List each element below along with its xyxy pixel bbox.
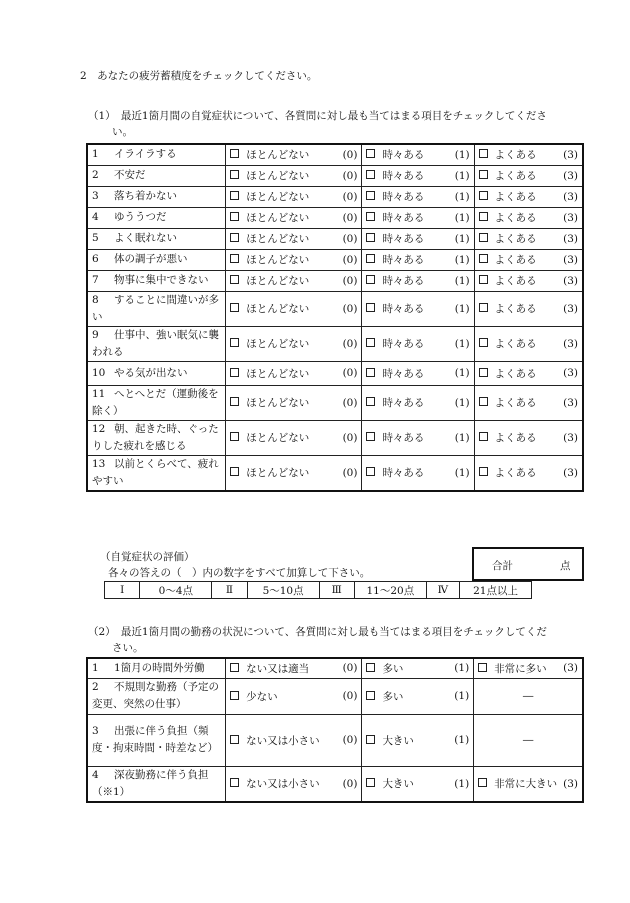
question-text: 仕事中、強い眠気に襲われる [92,328,219,358]
checkbox-icon[interactable] [230,735,239,744]
work-status-table [86,657,584,803]
checkbox-icon[interactable] [366,254,375,263]
option-sometimes[interactable] [362,420,474,455]
symptom-row [87,420,583,455]
total-score-box [472,547,584,581]
option-score: (0) [342,337,358,350]
option-label: ない又は小さい [246,778,320,791]
checkbox-icon[interactable] [366,170,375,179]
question-cell [87,361,226,385]
question-text: へとへとだ（運動後を除く） [92,387,219,417]
not-applicable-cell: ― [474,714,583,766]
option-sometimes[interactable] [362,361,474,385]
checkbox-icon[interactable] [230,212,239,221]
option-score: (0) [342,396,358,409]
option-score: (1) [454,232,470,245]
checkbox-icon[interactable] [366,397,375,406]
option-never[interactable] [226,420,362,455]
checkbox-icon[interactable] [366,212,375,221]
option-score: (1) [454,396,470,409]
option-a[interactable] [226,714,362,766]
option-score: (0) [342,169,358,182]
checkbox-icon[interactable] [366,149,375,158]
part1-instruction-cont: い。 [112,126,133,138]
question-number: 9 [92,328,99,341]
option-score: (3) [563,662,578,675]
option-c[interactable] [474,766,583,802]
option-sometimes[interactable] [362,291,474,326]
checkbox-icon[interactable] [366,233,375,242]
option-score: (0) [342,148,358,161]
question-number: 6 [92,253,99,265]
option-score: (1) [454,466,470,479]
question-cell [87,714,226,766]
checkbox-icon[interactable] [230,663,239,672]
symptom-row [87,326,583,361]
question-number: 7 [92,274,99,286]
checkbox-icon[interactable] [479,149,488,158]
symptom-row [87,270,583,291]
level-1-range: 0～4点 [140,582,212,599]
option-score: (0) [342,662,358,675]
work-row [87,678,583,714]
checkbox-icon[interactable] [366,191,375,200]
symptom-row [87,144,583,165]
evaluation-title: （自覚症状の評価） [100,551,195,563]
checkbox-icon[interactable] [479,338,488,347]
checkbox-icon[interactable] [478,778,487,787]
option-label: ほとんどない [246,212,310,224]
checkbox-icon[interactable] [366,368,375,377]
option-score: (1) [454,690,470,702]
question-number: 2 [92,681,99,693]
symptom-row [87,228,583,249]
option-often[interactable] [474,228,583,249]
option-sometimes[interactable] [362,186,474,207]
checkbox-icon[interactable] [479,275,488,284]
option-label: 大きい [382,734,414,747]
checkbox-icon[interactable] [230,368,239,377]
option-never[interactable] [226,207,362,228]
question-text: 深夜勤務に伴う負担（※1） [92,768,209,798]
question-cell [87,385,226,420]
option-score: (3) [563,190,578,203]
symptom-row [87,186,583,207]
option-score: (0) [342,190,358,203]
option-score: (0) [342,211,358,224]
option-score: (1) [454,302,470,315]
question-text: することに間違いが多い [92,293,219,323]
checkbox-icon[interactable] [230,233,239,242]
question-cell [87,420,226,455]
checkbox-icon[interactable] [230,432,239,441]
symptom-row [87,165,583,186]
option-label: 時々ある [382,275,425,287]
checkbox-icon[interactable] [479,397,488,406]
option-label: ほとんどない [246,432,310,444]
option-label: ほとんどない [246,170,310,182]
work-row [87,658,583,678]
option-never[interactable] [226,165,362,186]
option-label: よくある [494,275,537,287]
option-label: 時々ある [382,254,425,266]
checkbox-icon[interactable] [366,432,375,441]
checkbox-icon[interactable] [230,691,239,700]
option-a[interactable] [226,678,362,714]
question-number: 12 [92,422,106,435]
option-label: ほとんどない [246,467,310,479]
option-label: 時々ある [382,367,425,380]
symptom-row [87,249,583,270]
option-score: (3) [563,396,578,409]
option-label: よくある [494,233,537,245]
question-cell [87,186,226,207]
option-b[interactable] [362,714,474,766]
option-label: 時々ある [382,338,425,350]
symptom-row [87,207,583,228]
option-b[interactable] [362,678,474,714]
option-score: (1) [454,274,470,287]
checkbox-icon[interactable] [366,778,375,787]
evaluation-level-table [104,581,532,599]
question-number: 1 [92,148,99,161]
level-4-range: 21点以上 [460,582,532,599]
option-label: 時々ある [382,397,425,409]
option-often[interactable] [474,207,583,228]
level-2: Ⅱ [212,582,247,599]
option-score: (3) [563,253,578,266]
option-score: (0) [342,690,358,702]
symptoms-table [86,143,584,492]
question-number: 4 [92,211,99,223]
question-cell [87,270,226,291]
question-text: 1箇月の時間外労働 [114,661,205,674]
question-number: 11 [92,387,106,400]
checkbox-icon[interactable] [366,338,375,347]
question-text: 物事に集中できない [114,274,209,286]
part2-instruction-cont: さい。 [112,642,144,654]
option-often[interactable] [474,455,583,491]
symptom-row [87,455,583,491]
option-score: (3) [563,211,578,224]
option-often[interactable] [474,420,583,455]
option-sometimes[interactable] [362,144,474,165]
option-never[interactable] [226,385,362,420]
option-label: 時々ある [382,467,425,479]
option-score: (1) [454,253,470,266]
option-label: 時々ある [382,170,425,182]
option-score: (0) [342,777,358,790]
option-label: 多い [382,690,404,703]
question-cell [87,249,226,270]
checkbox-icon[interactable] [230,397,239,406]
checkbox-icon[interactable] [479,303,488,312]
option-score: (3) [563,148,578,161]
evaluation-instruction: 各々の答えの（ ）内の数字をすべて加算して下さい。 [108,567,371,579]
question-cell [87,207,226,228]
option-label: 時々ある [382,212,425,224]
question-number: 3 [92,725,99,737]
option-label: よくある [494,170,537,182]
option-score: (3) [563,367,578,379]
option-score: (0) [342,431,358,444]
option-score: (3) [563,777,578,790]
option-score: (3) [563,274,578,287]
checkbox-icon[interactable] [366,303,375,312]
checkbox-icon[interactable] [366,735,375,744]
option-label: ほとんどない [246,233,310,245]
question-number: 1 [92,661,99,674]
option-label: 非常に大きい [494,778,558,791]
question-text: 出張に伴う負担（頻度・拘束時間・時差など） [92,725,218,754]
option-score: (1) [454,190,470,203]
option-b[interactable] [362,766,474,802]
option-score: (1) [454,662,470,675]
checkbox-icon[interactable] [230,149,239,158]
option-often[interactable] [474,144,583,165]
checkbox-icon[interactable] [479,432,488,441]
option-often[interactable] [474,291,583,326]
option-score: (0) [342,734,358,746]
option-never[interactable] [226,270,362,291]
checkbox-icon[interactable] [479,233,488,242]
option-often[interactable] [474,270,583,291]
not-applicable-cell: ― [474,678,583,714]
question-text: 不規則な勤務（予定の変更、突然の仕事） [92,681,219,710]
option-score: (0) [342,466,358,479]
option-label: よくある [494,467,537,479]
checkbox-icon[interactable] [366,663,375,672]
option-label: 大きい [382,778,414,791]
question-text: 不安だ [114,169,146,181]
option-score: (3) [563,431,578,444]
option-never[interactable] [226,291,362,326]
question-cell [87,658,226,678]
option-sometimes[interactable] [362,207,474,228]
option-often[interactable] [474,165,583,186]
work-row [87,714,583,766]
option-sometimes[interactable] [362,455,474,491]
checkbox-icon[interactable] [366,467,375,476]
level-1: Ⅰ [105,582,140,599]
question-number: 3 [92,190,99,202]
option-label: ほとんどない [246,397,310,409]
option-score: (1) [454,431,470,444]
checkbox-icon[interactable] [230,191,239,200]
option-score: (0) [342,232,358,245]
option-score: (3) [563,232,578,245]
option-sometimes[interactable] [362,385,474,420]
question-text: 朝、起きた時、ぐったりした疲れを感じる [92,422,219,452]
option-score: (0) [342,302,358,315]
option-often[interactable] [474,361,583,385]
checkbox-icon[interactable] [478,663,487,672]
option-sometimes[interactable] [362,249,474,270]
option-often[interactable] [474,249,583,270]
option-score: (0) [342,253,358,266]
checkbox-icon[interactable] [366,275,375,284]
option-score: (0) [342,274,358,287]
option-label: 時々ある [382,432,425,444]
question-text: やる気が出ない [114,366,188,379]
question-number: 5 [92,232,99,244]
level-2-range: 5～10点 [247,582,319,599]
option-label: 時々ある [382,233,425,245]
part1-instruction: （1） 最近1箇月間の自覚症状について、各質問に対し最も当てはまる項目をチェックしてくださ [88,110,547,122]
total-label: 合計 [492,560,513,572]
level-3: Ⅲ [319,582,354,599]
question-text: 以前とくらべて、疲れやすい [92,457,219,487]
option-label: 時々ある [382,191,425,203]
checkbox-icon[interactable] [479,191,488,200]
question-cell [87,144,226,165]
option-sometimes[interactable] [362,165,474,186]
question-number: 8 [92,293,99,306]
option-score: (3) [563,337,578,350]
option-label: ほとんどない [246,275,310,287]
symptom-row [87,291,583,326]
checkbox-icon[interactable] [230,275,239,284]
option-label: よくある [494,432,537,444]
question-cell [87,228,226,249]
option-label: ない又は小さい [246,734,320,747]
option-sometimes[interactable] [362,270,474,291]
option-label: 少ない [246,690,278,703]
option-score: (3) [563,169,578,182]
option-c[interactable] [474,658,583,678]
checkbox-icon[interactable] [479,170,488,179]
question-number: 4 [92,768,99,781]
option-label: ほとんどない [246,149,310,162]
checkbox-icon[interactable] [230,254,239,263]
option-label: 時々ある [382,303,425,315]
question-text: イライラする [114,148,177,161]
checkbox-icon[interactable] [230,303,239,312]
total-unit: 点 [560,560,571,572]
option-label: 非常に多い [494,662,547,675]
option-score: (1) [454,734,470,746]
option-b[interactable] [362,658,474,678]
question-number: 2 [92,169,99,181]
option-score: (1) [454,148,470,161]
option-never[interactable] [226,228,362,249]
question-text: 体の調子が悪い [114,253,188,265]
section-heading: 2 あなたの疲労蓄積度をチェックしてください。 [80,70,318,82]
option-never[interactable] [226,186,362,207]
option-sometimes[interactable] [362,326,474,361]
option-often[interactable] [474,186,583,207]
question-cell [87,455,226,491]
checkbox-icon[interactable] [230,467,239,476]
option-often[interactable] [474,385,583,420]
option-score: (3) [563,466,578,479]
part2-instruction: （2） 最近1箇月間の勤務の状況について、各質問に対し最も当てはまる項目をチェックしてくだ [88,626,547,638]
checkbox-icon[interactable] [230,170,239,179]
option-score: (0) [342,367,358,379]
question-text: よく眠れない [114,232,177,244]
checkbox-icon[interactable] [366,691,375,700]
option-often[interactable] [474,326,583,361]
option-score: (1) [454,337,470,350]
level-3-range: 11～20点 [354,582,426,599]
question-cell [87,766,226,802]
option-label: よくある [494,212,537,224]
option-a[interactable] [226,766,362,802]
work-row [87,766,583,802]
option-never[interactable] [226,144,362,165]
option-label: ほとんどない [246,367,310,380]
checkbox-icon[interactable] [479,467,488,476]
option-score: (3) [563,302,578,315]
symptom-row [87,385,583,420]
option-label: よくある [494,149,537,162]
option-never[interactable] [226,361,362,385]
question-text: ゆううつだ [114,211,167,223]
checkbox-icon[interactable] [479,254,488,263]
option-label: 時々ある [382,149,425,162]
option-label: よくある [494,397,537,409]
option-label: よくある [494,254,537,266]
question-cell [87,678,226,714]
option-score: (1) [454,211,470,224]
option-never[interactable] [226,249,362,270]
option-sometimes[interactable] [362,228,474,249]
question-text: 落ち着かない [114,190,177,202]
question-number: 10 [92,366,106,379]
question-cell [87,326,226,361]
level-4: Ⅳ [426,582,459,599]
option-label: ない又は適当 [246,662,310,675]
option-label: ほとんどない [246,338,310,350]
option-label: ほとんどない [246,303,310,315]
question-number: 13 [92,457,106,470]
checkbox-icon[interactable] [479,368,488,377]
checkbox-icon[interactable] [230,338,239,347]
question-cell [87,165,226,186]
question-cell [87,291,226,326]
option-label: よくある [494,338,537,350]
checkbox-icon[interactable] [230,778,239,787]
option-score: (1) [454,367,470,379]
option-label: よくある [494,303,537,315]
option-a[interactable] [226,658,362,678]
option-label: ほとんどない [246,191,310,203]
option-never[interactable] [226,326,362,361]
option-score: (1) [454,777,470,790]
option-label: ほとんどない [246,254,310,266]
checkbox-icon[interactable] [479,212,488,221]
option-label: よくある [494,191,537,203]
option-never[interactable] [226,455,362,491]
option-label: よくある [494,367,537,380]
option-score: (1) [454,169,470,182]
symptom-row [87,361,583,385]
option-label: 多い [382,662,404,675]
